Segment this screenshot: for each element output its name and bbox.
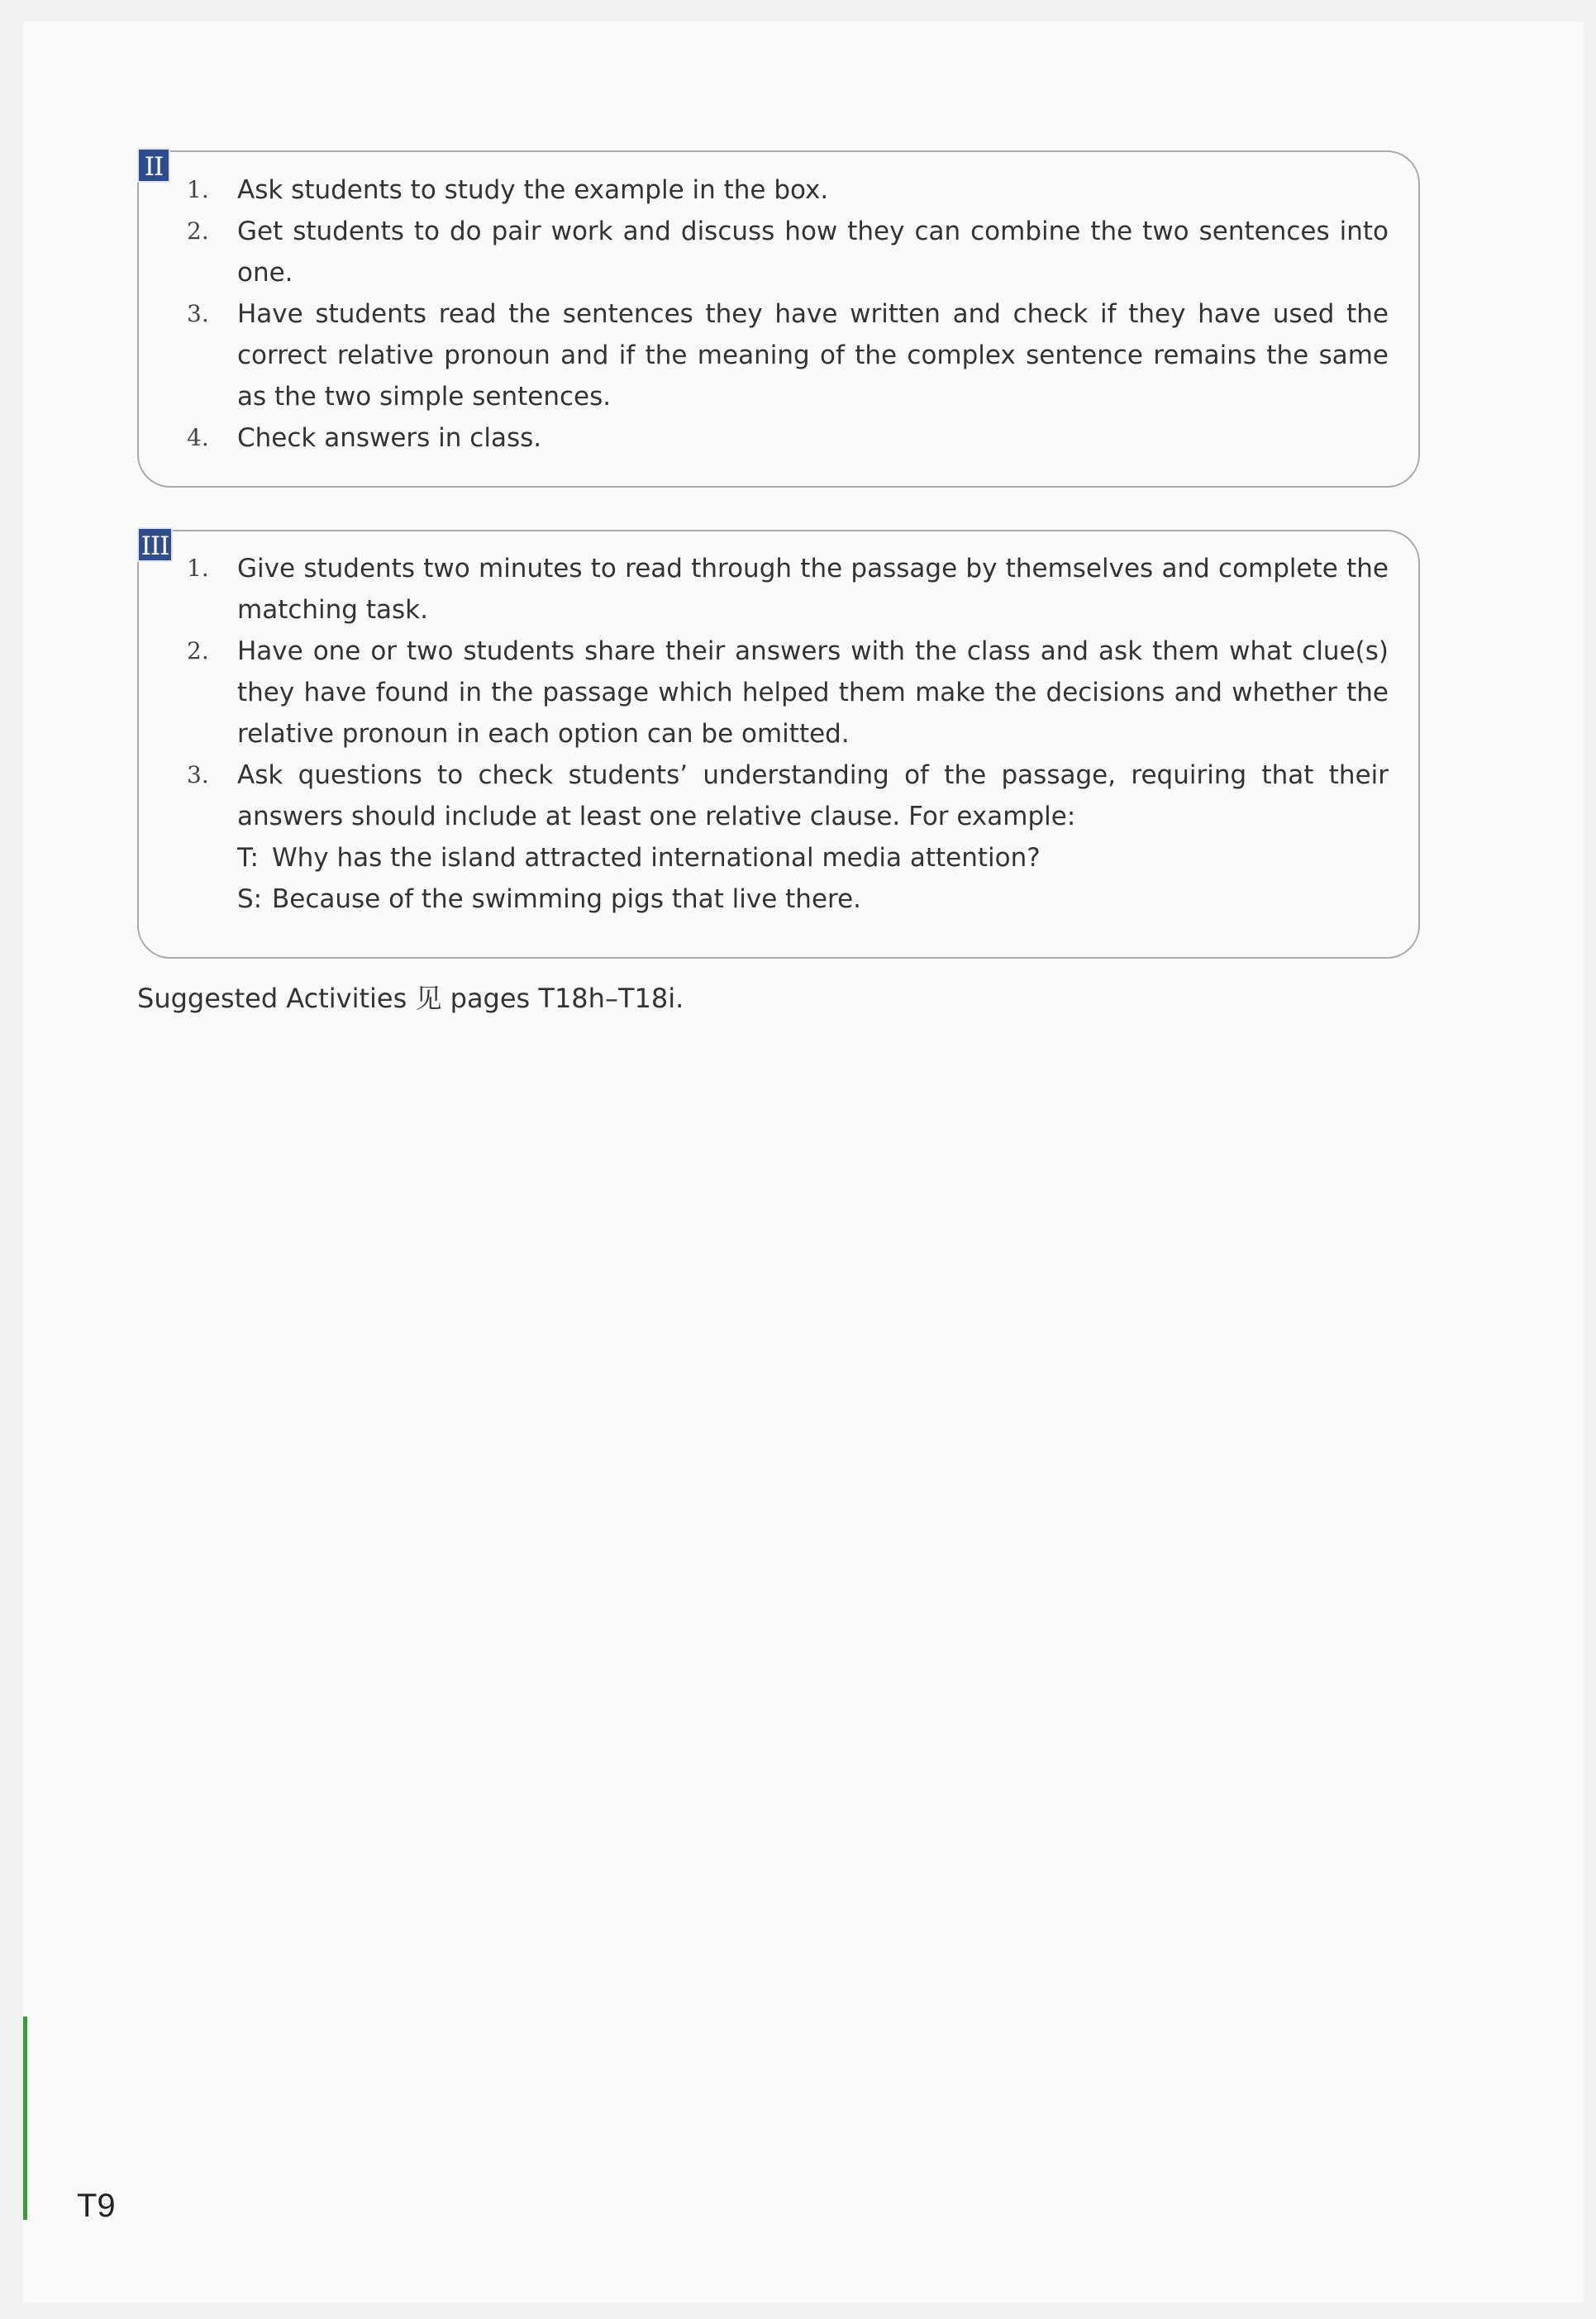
dialog-text: Because of the swimming pigs that live there. (272, 884, 862, 914)
step-text: Check answers in class. (237, 423, 542, 453)
dialog-speaker: S: (237, 884, 263, 914)
dialog-line-teacher (237, 837, 1389, 879)
section-ii-steps (137, 169, 1389, 459)
step-text: Have one or two students share their answers with the class and ask them what clue(s) they have found in the passage which helped them make the decisions and whether the relative pronoun in each option can be omitted. (237, 636, 1389, 749)
step-number: 3. (187, 761, 209, 788)
step-number: 2. (187, 217, 209, 245)
list-item (137, 293, 1389, 417)
suggested-activities: Suggested Activities 见 pages T18h–T18i. (137, 983, 684, 1014)
dialog-speaker: T: (237, 843, 259, 873)
step-number: 1. (187, 176, 209, 203)
step-number: 3. (187, 300, 209, 327)
page-number: T9 (77, 2188, 116, 2224)
dialog-text: Why has the island attracted international media attention? (272, 843, 1041, 873)
step-text: Give students two minutes to read through the passage by themselves and complete the matching task. (237, 554, 1389, 625)
step-number: 4. (187, 424, 209, 451)
dialog-line-student (237, 879, 1389, 920)
list-item (137, 169, 1389, 211)
list-item (137, 755, 1389, 920)
margin-accent-bar (23, 2017, 27, 2220)
step-text: Get students to do pair work and discuss how they can combine the two sentences into one. (237, 217, 1389, 288)
step-number: 1. (187, 555, 209, 582)
list-item (137, 417, 1389, 459)
list-item (137, 548, 1389, 631)
section-iii-badge: III (137, 527, 173, 562)
step-text: Ask students to study the example in the box. (237, 175, 829, 205)
section-ii-badge: II (137, 148, 170, 183)
step-text: Ask questions to check students’ understanding of the passage, requiring that their answers should include at least one relative clause. For example: (237, 760, 1389, 831)
step-number: 2. (187, 637, 209, 664)
list-item (137, 211, 1389, 293)
list-item (137, 631, 1389, 755)
step-text: Have students read the sentences they have written and check if they have used the correct relative pronoun and if the meaning of the complex sentence remains the same as the two simple sentences. (237, 299, 1389, 412)
section-iii-steps (137, 548, 1389, 920)
